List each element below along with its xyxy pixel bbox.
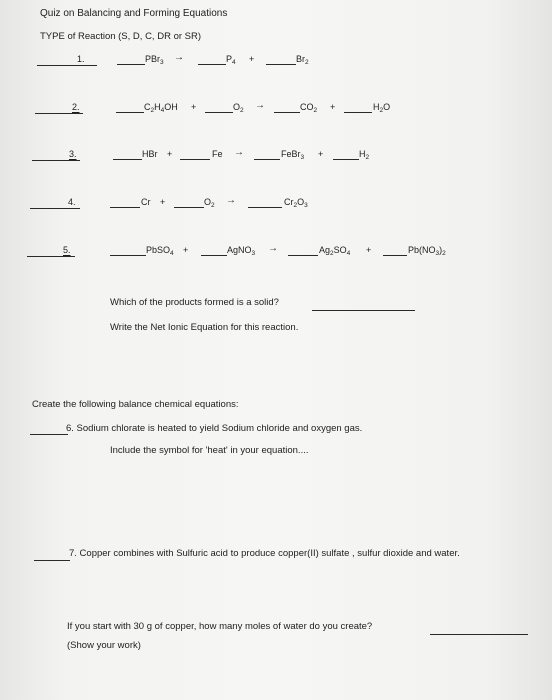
plus-2b: + bbox=[330, 102, 336, 112]
coef-blank-5a[interactable] bbox=[110, 255, 146, 256]
question-6-note: Include the symbol for 'heat' in your equation.... bbox=[110, 445, 309, 456]
coef-blank-2a[interactable] bbox=[116, 112, 144, 113]
reactant-4a: Cr bbox=[141, 197, 151, 207]
question-7: 7. Copper combines with Sulfuric acid to produce copper(II) sulfate , sulfur dioxide and water. bbox=[69, 548, 460, 559]
solid-product-question: Which of the products formed is a solid? bbox=[110, 297, 279, 308]
coef-blank-2b[interactable] bbox=[205, 112, 233, 113]
type-blank-4[interactable] bbox=[30, 208, 80, 209]
question-number-4: 4. bbox=[68, 197, 76, 207]
product-2a: $CO_2$ bbox=[300, 102, 318, 114]
coef-blank-1b[interactable] bbox=[198, 64, 226, 65]
reactant-2b: $O_2$ bbox=[233, 102, 244, 114]
coef-blank-1c[interactable] bbox=[266, 64, 296, 65]
arrow-3: → bbox=[234, 147, 244, 158]
coef-blank-5d[interactable] bbox=[383, 255, 407, 256]
coef-blank-4b[interactable] bbox=[174, 207, 204, 208]
reaction-type-instruction: TYPE of Reaction (S, D, C, DR or SR) bbox=[40, 31, 202, 42]
solid-answer-blank[interactable] bbox=[312, 310, 415, 311]
type-blank-1[interactable] bbox=[37, 65, 97, 66]
coef-blank-4c[interactable] bbox=[248, 207, 282, 208]
coef-blank-3d[interactable] bbox=[333, 159, 359, 160]
coef-blank-2c[interactable] bbox=[274, 112, 300, 113]
quiz-title: Quiz on Balancing and Forming Equations bbox=[40, 8, 228, 19]
question-7-followup: If you start with 30 g of copper, how many moles of water do you create? bbox=[67, 621, 373, 632]
moles-answer-blank[interactable] bbox=[430, 634, 528, 635]
product-1b: $Br_2$ bbox=[296, 54, 309, 66]
plus-3b: + bbox=[318, 149, 324, 159]
section-heading: Create the following balance chemical equations: bbox=[32, 399, 239, 410]
type-blank-6[interactable] bbox=[30, 434, 68, 435]
coef-blank-5c[interactable] bbox=[288, 255, 318, 256]
question-number-2: 2. bbox=[72, 102, 80, 112]
product-3a: FeBr$_3$ bbox=[281, 149, 305, 161]
product-2b: $H_2O$ bbox=[373, 102, 391, 114]
product-3b: $H_2$ bbox=[359, 149, 370, 161]
type-blank-7[interactable] bbox=[34, 560, 70, 561]
reactant-4b: $O_2$ bbox=[204, 197, 215, 209]
plus-5b: + bbox=[366, 245, 372, 255]
type-blank-2[interactable] bbox=[35, 113, 83, 114]
coef-blank-5b[interactable] bbox=[201, 255, 227, 256]
product-5b: $Pb(NO_3)_2$ bbox=[408, 245, 446, 257]
show-work-note: (Show your work) bbox=[67, 640, 141, 651]
product-4a: $Cr_2O_3$ bbox=[284, 197, 308, 209]
coef-blank-1a[interactable] bbox=[117, 64, 145, 65]
coef-blank-3b[interactable] bbox=[180, 159, 210, 160]
plus-1: + bbox=[249, 54, 255, 64]
reactant-3b: Fe bbox=[212, 149, 223, 159]
reactant-3a: HBr bbox=[142, 149, 158, 159]
product-1a: $P_4$ bbox=[226, 54, 236, 66]
plus-2a: + bbox=[191, 102, 197, 112]
plus-5a: + bbox=[183, 245, 189, 255]
arrow-1: → bbox=[174, 52, 184, 63]
coef-blank-4a[interactable] bbox=[110, 207, 140, 208]
plus-4: + bbox=[160, 197, 166, 207]
product-5a: $Ag_2SO_4$ bbox=[319, 245, 351, 257]
reactant-5b: AgNO$_3$ bbox=[227, 245, 256, 257]
coef-blank-3a[interactable] bbox=[113, 159, 142, 160]
coef-blank-2d[interactable] bbox=[344, 112, 372, 113]
reactant-2a: $C_2H_4OH$ bbox=[144, 102, 178, 114]
question-6: 6. Sodium chlorate is heated to yield Sodium chloride and oxygen gas. bbox=[66, 423, 363, 434]
reactant-5a: PbSO$_4$ bbox=[146, 245, 174, 257]
question-number-1: 1. bbox=[77, 54, 85, 64]
plus-3a: + bbox=[167, 149, 173, 159]
question-number-5: 5. bbox=[63, 245, 71, 255]
net-ionic-question: Write the Net Ionic Equation for this reaction. bbox=[110, 322, 299, 333]
arrow-4: → bbox=[226, 195, 236, 206]
reactant-1a: PBr$_3$ bbox=[145, 54, 164, 66]
question-number-3: 3. bbox=[69, 149, 77, 159]
coef-blank-3c[interactable] bbox=[254, 159, 280, 160]
type-blank-5[interactable] bbox=[27, 256, 75, 257]
arrow-5: → bbox=[268, 243, 278, 254]
arrow-2: → bbox=[255, 100, 265, 111]
type-blank-3[interactable] bbox=[32, 160, 80, 161]
